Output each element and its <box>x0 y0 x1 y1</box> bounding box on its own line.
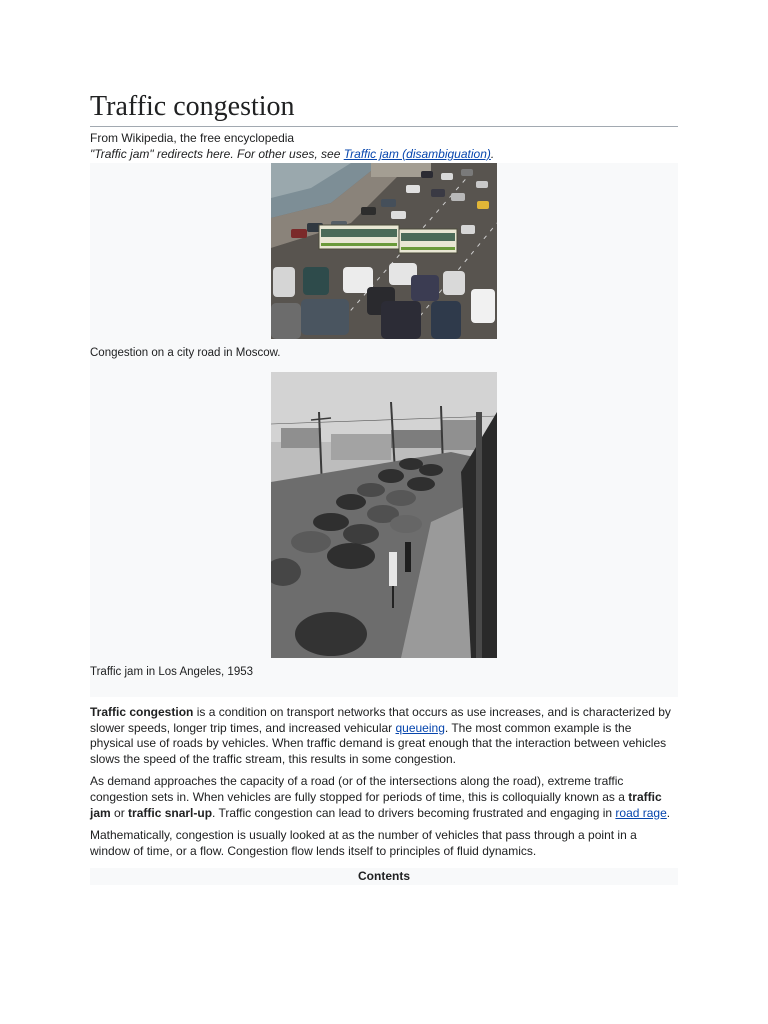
bold-term: Traffic congestion <box>90 705 194 719</box>
bold-term: traffic jam <box>90 789 662 820</box>
figure-los-angeles <box>90 372 678 691</box>
site-tagline: From Wikipedia, the free encyclopedia <box>90 131 295 145</box>
paragraph-text: . The most common example is the physical use of roads by vehicles. When traffic demand is great enough that the interaction between vehicles slows the speed of the traffic stream, this results in some congestion. <box>90 720 667 766</box>
hatnote-prefix: "Traffic jam" redirects here. For other uses, see <box>90 147 344 161</box>
toc-title: Contents <box>358 869 410 884</box>
hatnote <box>90 147 678 162</box>
bold-term: traffic snarl-up <box>128 805 213 820</box>
paragraph <box>90 774 678 821</box>
article-body <box>90 705 678 859</box>
moscow-photo[interactable] <box>271 163 497 339</box>
paragraph <box>90 705 678 767</box>
figure-moscow <box>90 163 678 372</box>
paragraph-text: or <box>110 805 129 820</box>
article <box>90 90 678 885</box>
paragraph-text: . Traffic congestion can lead to drivers becoming frustrated and engaging in <box>212 805 616 820</box>
figure-caption: Congestion on a city road in Moscow. <box>90 347 281 359</box>
paragraph <box>90 828 678 859</box>
road-rage-link[interactable]: road rage <box>615 805 667 820</box>
hatnote-suffix: . <box>490 147 495 161</box>
queueing-link[interactable]: queueing <box>395 720 445 735</box>
page-title: Traffic congestion <box>90 90 678 127</box>
image-gallery <box>90 163 678 697</box>
paragraph-text: is a condition on transport networks that occurs as use increases, and is characterized by slower speeds, longer trip times, and increased vehicular <box>90 705 671 735</box>
los-angeles-photo[interactable] <box>271 372 497 658</box>
table-of-contents[interactable] <box>90 868 678 885</box>
figure-caption: Traffic jam in Los Angeles, 1953 <box>90 666 254 678</box>
paragraph-text: Mathematically, congestion is usually looked at as the number of vehicles that pass through a point in a window of time, or a flow. Congestion flow lends itself to principles of fluid dynamics. <box>90 828 637 858</box>
disambiguation-link[interactable]: Traffic jam (disambiguation) <box>343 147 491 161</box>
paragraph-text: . <box>666 805 671 820</box>
paragraph-text: As demand approaches the capacity of a road (or of the intersections along the road), extreme traffic congestion sets in. When vehicles are fully stopped for periods of time, this is colloquially known as a <box>90 774 629 804</box>
